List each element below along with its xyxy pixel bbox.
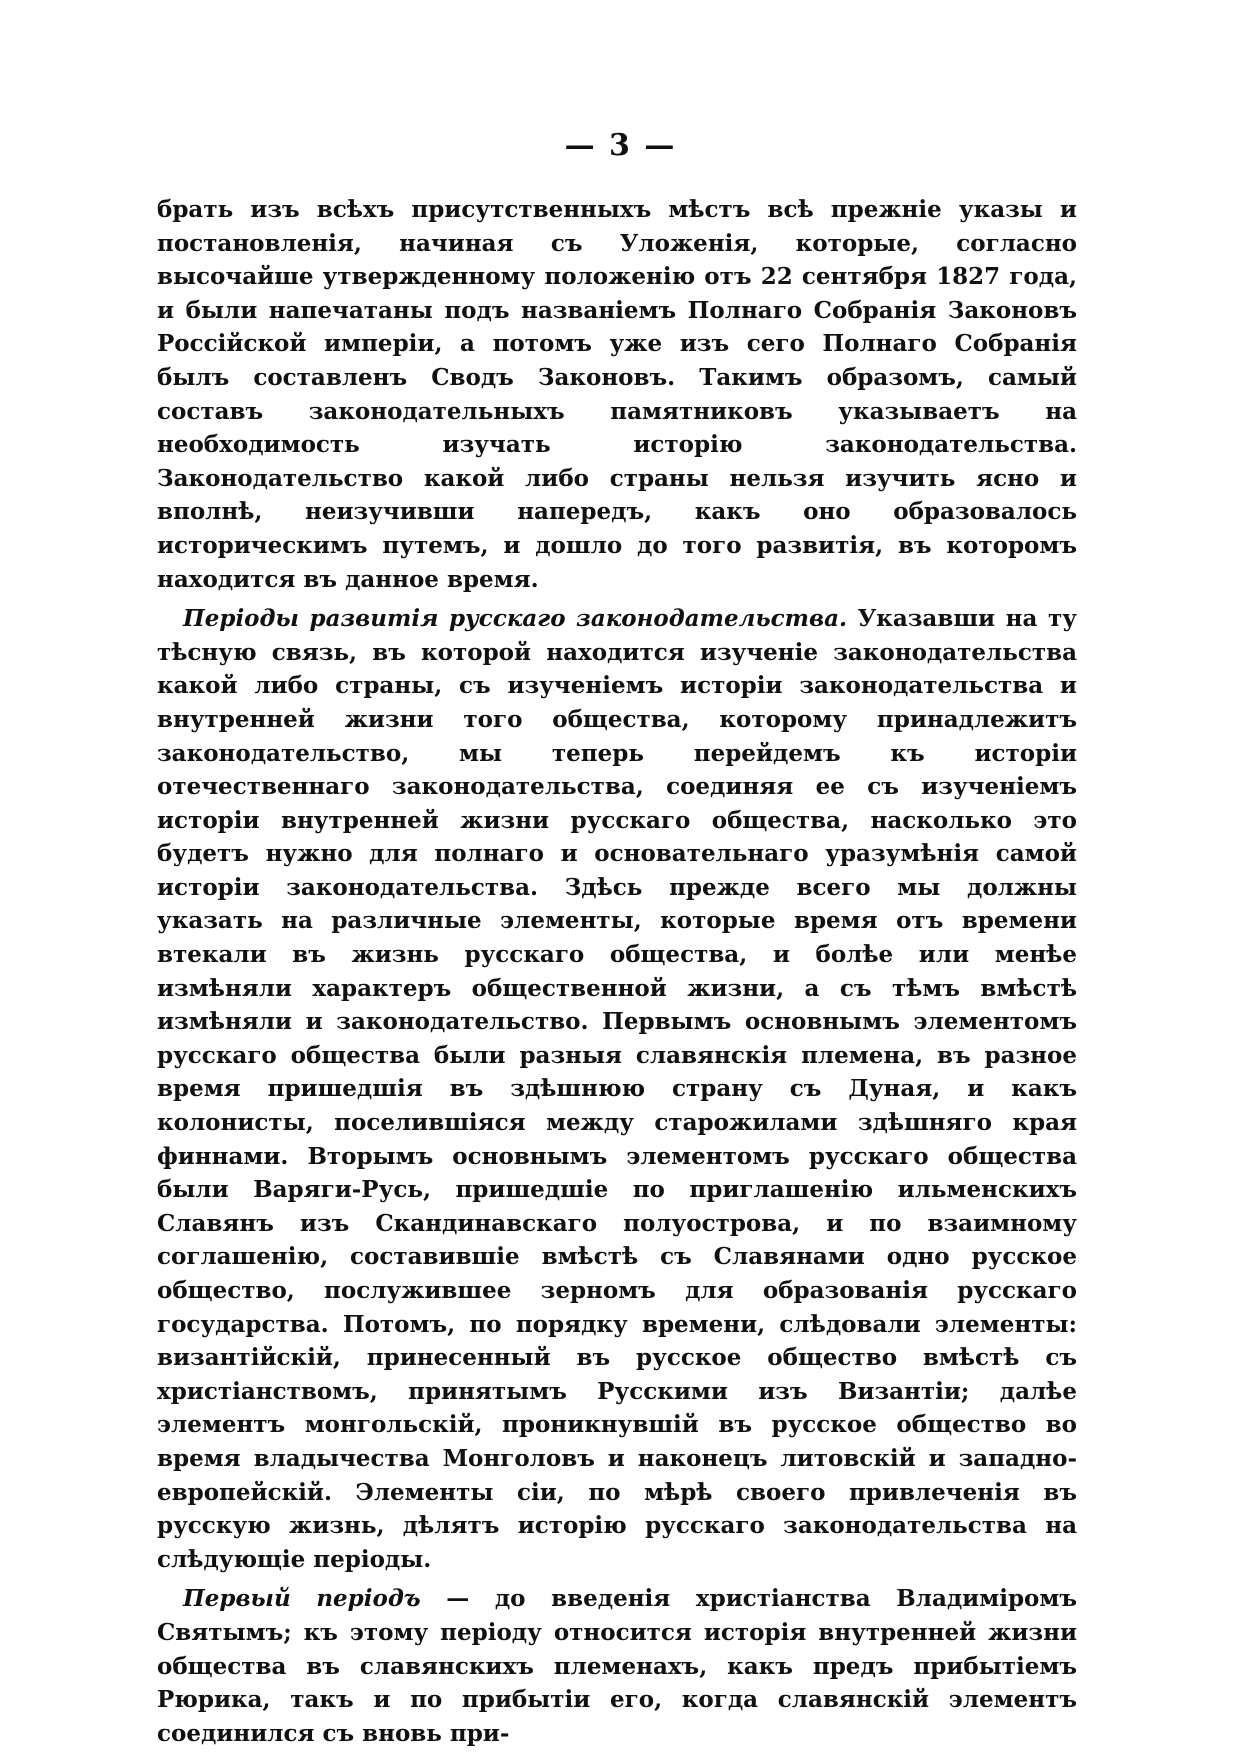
paragraph-2-text: Указавши на ту тѣсную связь, въ которой находится изученіе законодательства какой либо страны, съ изученіемъ исторіи законодательства и внутренней жизни того общества, которому принадлежитъ законодательство, мы теперь перейдемъ къ исторіи отечественнаго законодательства, соединяя ее съ изученіемъ исторіи внутренней жизни русскаго общества, насколько это будетъ нужно для полнаго и основательнаго уразумѣнія самой исторіи законодательства. Здѣсь прежде всего мы должны указать на различные элементы, которые время отъ времени втекали въ жизнь русскаго общества, и болѣе или менѣе измѣняли характеръ общественной жизни, а съ тѣмъ вмѣстѣ измѣняли и законодательство. Первымъ основнымъ элементомъ русскаго общества были разныя славянскія племена, въ разное время пришедшія въ здѣшнюю страну съ Дуная, и какъ колонисты, поселившіяся между старожилами здѣшняго края финнами. Вторымъ основнымъ элементомъ русскаго общества были Варяги-Русь, пришедшіе по приглашенію ильменскихъ Славянъ изъ Скандинавскаго полуострова, и по взаимному соглашенію, составившіе вмѣстѣ съ Славянами одно русское общество, послужившее зерномъ для образованія русскаго государства. Потомъ, по порядку времени, слѣдовали элементы: византійскій, принесенный въ русское общество вмѣстѣ съ христіанствомъ, принятымъ Русскими изъ Византіи; далѣе элементъ монгольскій, проникнувшій въ русское общество во время владычества Монголовъ и наконецъ литовскій и западно-европейскій. Элементы сіи, по мѣрѣ своего привлеченія въ русскую жизнь, дѣлятъ исторію русскаго законодательства на слѣдующіе періоды. xyxy=(157,605,1077,1573)
paragraph-3-heading: Первый періодъ xyxy=(183,1585,421,1613)
paragraph-1 xyxy=(157,193,1077,596)
body-text xyxy=(157,193,1077,1750)
paragraph-2-heading: Періоды развитія русскаго законодательства. xyxy=(183,605,847,633)
page-number: — 3 — xyxy=(564,128,677,163)
paragraph-3-text: — до введенія христіанства Владиміромъ Святымъ; къ этому періоду относится исторія внутренней жизни общества въ славянскихъ племенахъ, какъ предъ прибытіемъ Рюрика, такъ и по прибытіи его, когда славянскій элементъ соединился съ вновь при- xyxy=(157,1585,1078,1747)
paragraph-3 xyxy=(157,1582,1077,1750)
paragraph-2 xyxy=(157,602,1077,1576)
paragraph-1-text: брать изъ всѣхъ присутственныхъ мѣстъ всѣ прежніе указы и постановленія, начиная съ Уложенія, которые, согласно высочайше утвержденному положенію отъ 22 сентября 1827 года, и были напечатаны подъ названіемъ Полнаго Собранія Законовъ Россійской имперіи, а потомъ уже изъ сего Полнаго Собранія былъ составленъ Сводъ Законовъ. Такимъ образомъ, самый составъ законодательныхъ памятниковъ указываетъ на необходимость изучать исторію законодательства. Законодательство какой либо страны нельзя изучить ясно и вполнѣ, неизучивши напередъ, какъ оно образовалось историческимъ путемъ, и дошло до того развитія, въ которомъ находится въ данное время. xyxy=(157,196,1077,593)
